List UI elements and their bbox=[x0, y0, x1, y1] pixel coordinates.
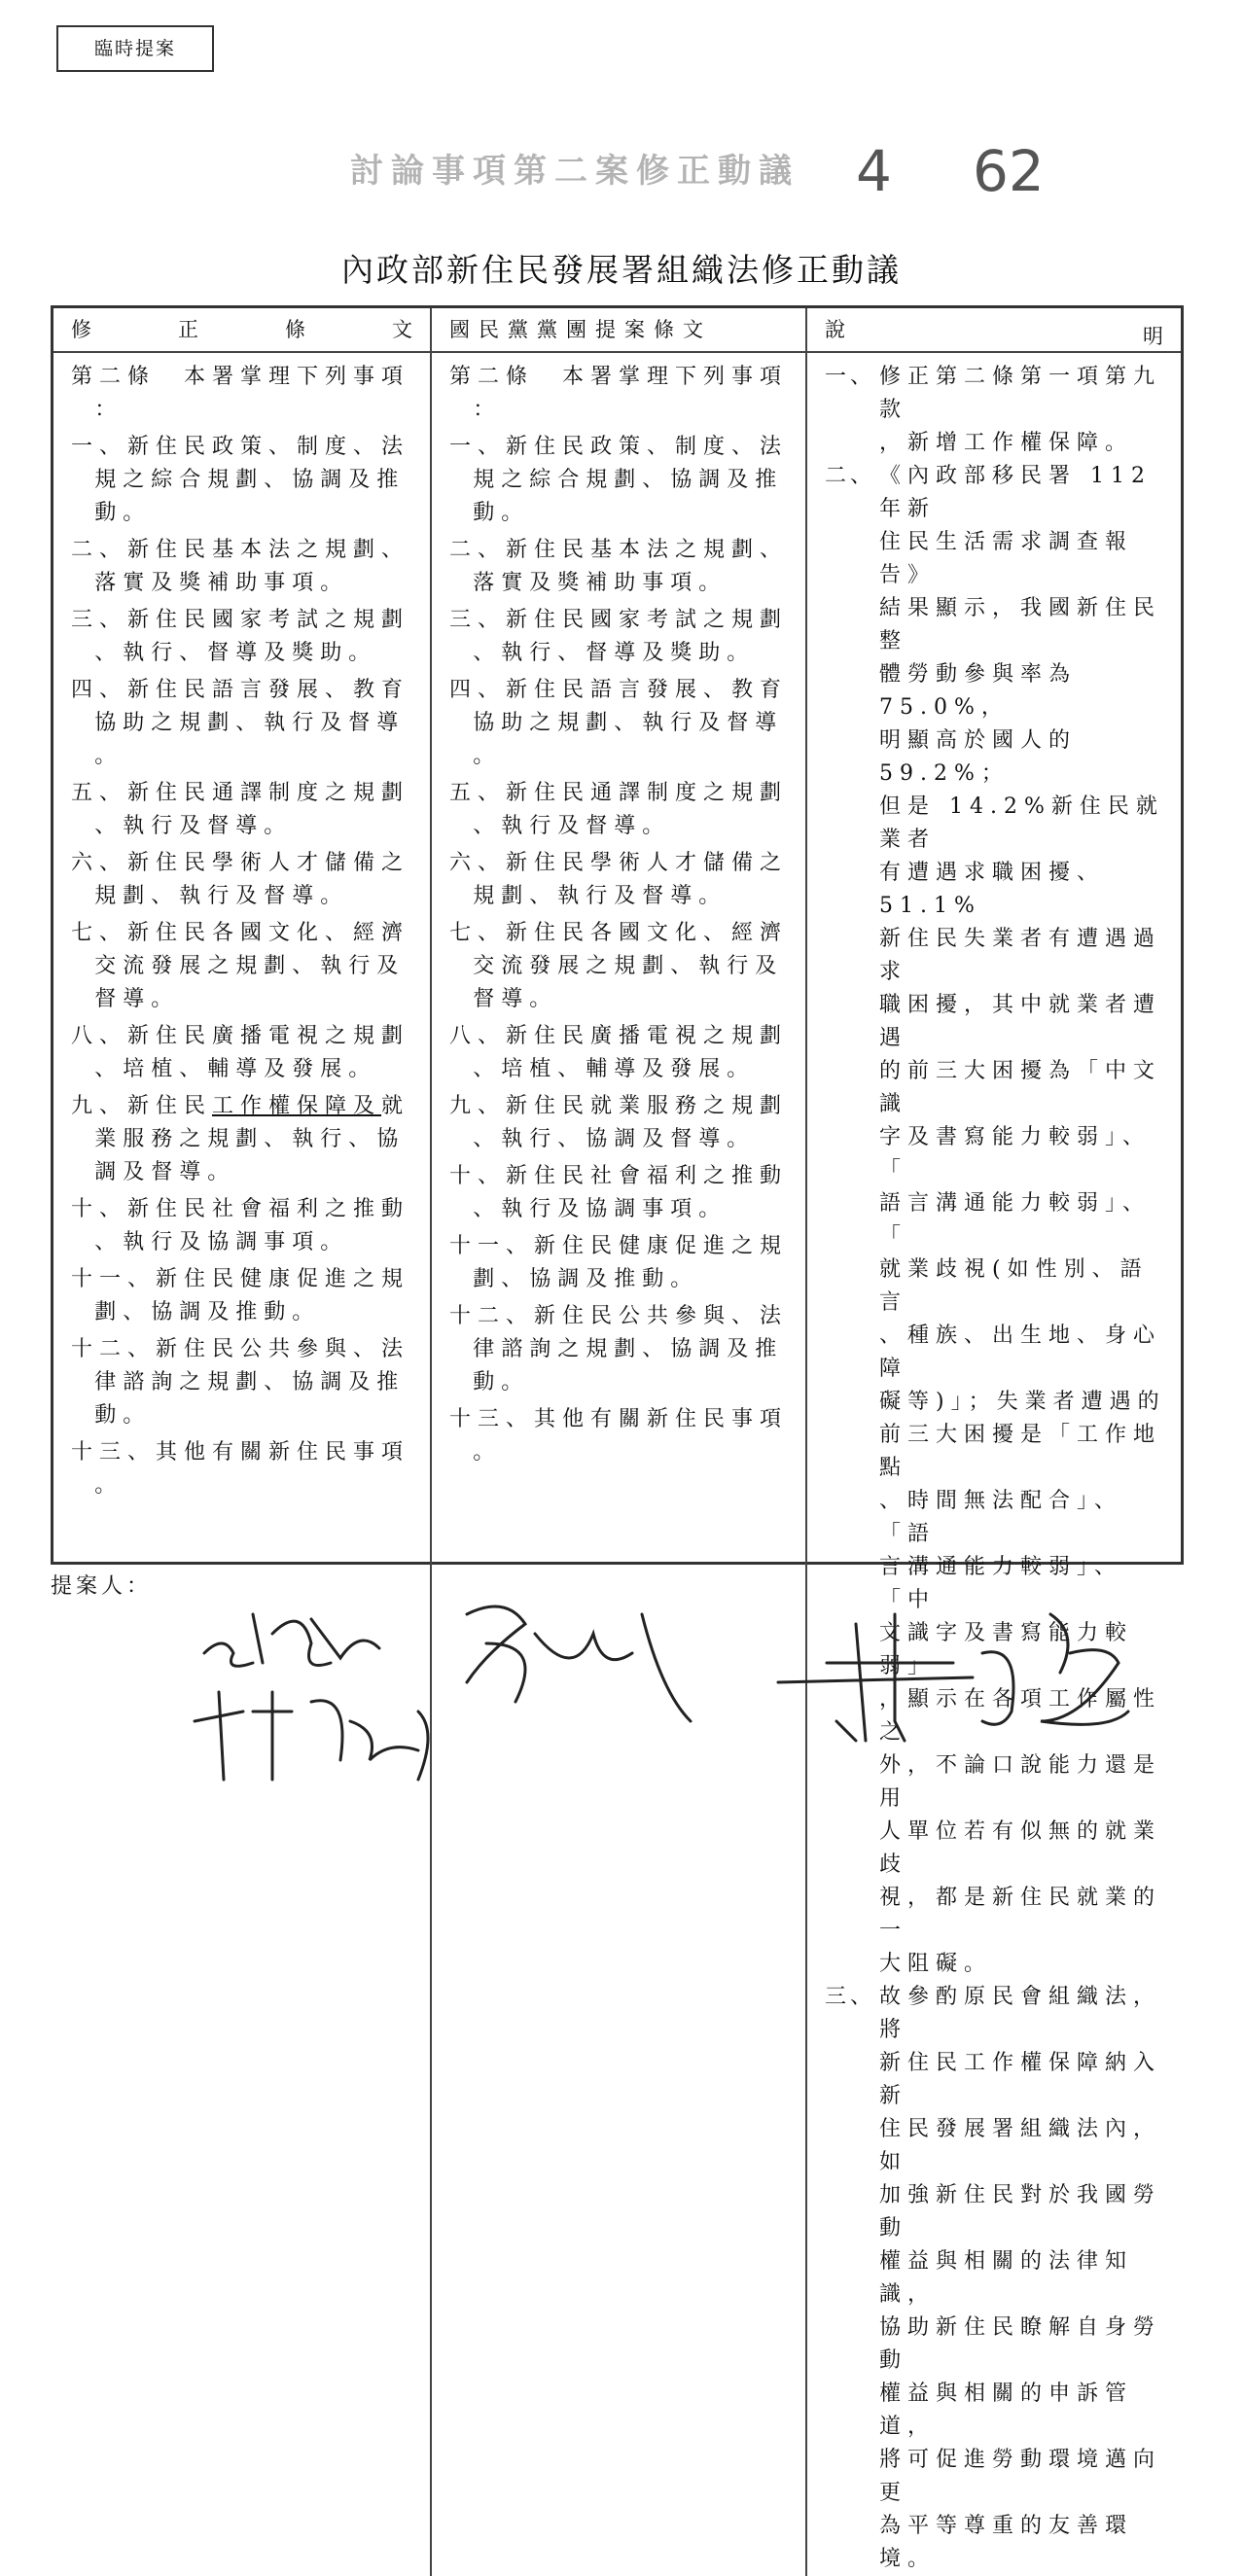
article-item: 五、新住民通譯制度之規劃 、執行及督導。 bbox=[71, 781, 410, 838]
article-item: 七、新住民各國文化、經濟 交流發展之規劃、執行及 督導。 bbox=[71, 921, 410, 1011]
header-char: 說 bbox=[825, 318, 845, 341]
explanation-column bbox=[807, 353, 1181, 2576]
article-item: 九、新住民就業服務之規劃 、執行、協調及督導。 bbox=[449, 1094, 789, 1151]
kmt-proposal-column bbox=[432, 353, 807, 2576]
handwritten-number-1: 4 bbox=[856, 138, 892, 204]
explanation-number: 二、 bbox=[825, 464, 876, 488]
signature-1 bbox=[204, 1614, 379, 1666]
signature-4 bbox=[778, 1614, 1128, 1741]
article-item: 二、新住民基本法之規劃、 落實及獎補助事項。 bbox=[71, 538, 410, 595]
article-item: 八、新住民廣播電視之規劃 、培植、輔導及發展。 bbox=[449, 1024, 789, 1081]
handwritten-number-2: 62 bbox=[973, 138, 1045, 204]
article-item: 四、新住民語言發展、教育 協助之規劃、執行及督導 。 bbox=[71, 678, 410, 768]
article-item: 二、新住民基本法之規劃、 落實及獎補助事項。 bbox=[449, 538, 789, 595]
article-item: 十三、其他有關新住民事項 。 bbox=[449, 1407, 789, 1464]
article-item: 十一、新住民健康促進之規 劃、協調及推動。 bbox=[449, 1234, 789, 1291]
provisional-motion-tag: 臨時提案 bbox=[56, 25, 214, 72]
article-item: 八、新住民廣播電視之規劃 、培植、輔導及發展。 bbox=[71, 1024, 410, 1081]
explanation-text: 故參酌原民會組織法，將 新住民工作權保障納入新 住民發展署組織法內，如 加強新住民對於我國勞動 權益與相關的法律知識， 協助新住民瞭解自身勞動 權益與相關的申訴管道， 將可促進勞動環境邁向更 為平等尊重的友善環境。 bbox=[879, 1985, 1162, 2571]
explanation-number: 三、 bbox=[825, 1985, 876, 2009]
header-explanation bbox=[807, 308, 1181, 353]
article-item: 七、新住民各國文化、經濟 交流發展之規劃、執行及 督導。 bbox=[449, 921, 789, 1011]
document-title: 內政部新住民發展署組織法修正動議 bbox=[341, 251, 902, 289]
header-char: 條 bbox=[285, 318, 305, 341]
header-char: 明 bbox=[1143, 325, 1163, 348]
article-item: 十、新住民社會福利之推動 、執行及協調事項。 bbox=[71, 1197, 410, 1254]
article-item: 第二條 本署掌理下列事項 ： bbox=[449, 365, 789, 422]
explanation-item bbox=[825, 361, 1167, 460]
explanation-text: 《內政部移民署 112 年新 住民生活需求調查報告》 結果顯示，我國新住民整 體勞動參與率為 75.0%， 明顯高於國人的 59.2%； 但是 14.2%新住民就業者 有遭遇求職困擾、51.1% 新住民失業者有遭遇過求 職困擾，其中就業者遭遇 的前三大困擾為「中文識 字及書寫能力較弱」、「 語言溝通能力較弱」、「 就業歧視(如性別、語言 、種族、出生地、身心障 礙等)」；失業者遭遇的 前三大困擾是「工作地點 、時間無法配合」、「語 言溝通能力較弱」、「中 文識字及書寫能力較弱」 ，顯示在各項工作屬性之 外，不論口說能力還是用 人單位若有似無的就業歧 視，都是新住民就業的一 大阻礙。 bbox=[879, 464, 1166, 1976]
article-item: 六、新住民學術人才儲備之 規劃、執行及督導。 bbox=[449, 851, 789, 908]
article-item: 十、新住民社會福利之推動 、執行及協調事項。 bbox=[449, 1164, 789, 1221]
article-item: 九、新住民工作權保障及就 業服務之規劃、執行、協 調及督導。 bbox=[71, 1094, 410, 1184]
signature-2 bbox=[195, 1692, 428, 1780]
article-item: 一、新住民政策、制度、法 規之綜合規劃、協調及推 動。 bbox=[71, 435, 410, 525]
article-item: 十二、新住民公共參與、法 律諮詢之規劃、協調及推 動。 bbox=[449, 1304, 789, 1394]
article-item: 六、新住民學術人才儲備之 規劃、執行及督導。 bbox=[71, 851, 410, 908]
article-item: 一、新住民政策、制度、法 規之綜合規劃、協調及推 動。 bbox=[449, 435, 789, 525]
article-item: 四、新住民語言發展、教育 協助之規劃、執行及督導 。 bbox=[449, 678, 789, 768]
explanation-item bbox=[825, 1981, 1167, 2576]
header-amended-text bbox=[53, 308, 432, 353]
signature-3 bbox=[467, 1606, 691, 1721]
article-item: 三、新住民國家考試之規劃 、執行、督導及獎助。 bbox=[71, 608, 410, 665]
article-item: 第二條 本署掌理下列事項 ： bbox=[71, 365, 410, 422]
header-kmt-proposal: 國民黨黨團提案條文 bbox=[432, 308, 807, 353]
article-item: 三、新住民國家考試之規劃 、執行、督導及獎助。 bbox=[449, 608, 789, 665]
explanation-text: 修正第二條第一項第九款 ，新增工作權保障。 bbox=[879, 365, 1162, 455]
proposer-label: 提案人： bbox=[51, 1574, 153, 1599]
article-item: 五、新住民通譯制度之規劃 、執行及督導。 bbox=[449, 781, 789, 838]
agenda-stamp: 討論事項第二案修正動議 bbox=[350, 152, 799, 191]
header-char: 正 bbox=[178, 318, 198, 341]
header-char: 修 bbox=[71, 318, 91, 341]
amended-text-column bbox=[53, 353, 432, 2576]
article-item: 十三、其他有關新住民事項 。 bbox=[71, 1440, 410, 1498]
article-item: 十一、新住民健康促進之規 劃、協調及推動。 bbox=[71, 1267, 410, 1324]
signatures bbox=[0, 1575, 1243, 1832]
header-char: 文 bbox=[392, 318, 412, 341]
article-item: 十二、新住民公共參與、法 律諮詢之規劃、協調及推 動。 bbox=[71, 1337, 410, 1428]
explanation-number: 一、 bbox=[825, 365, 876, 389]
